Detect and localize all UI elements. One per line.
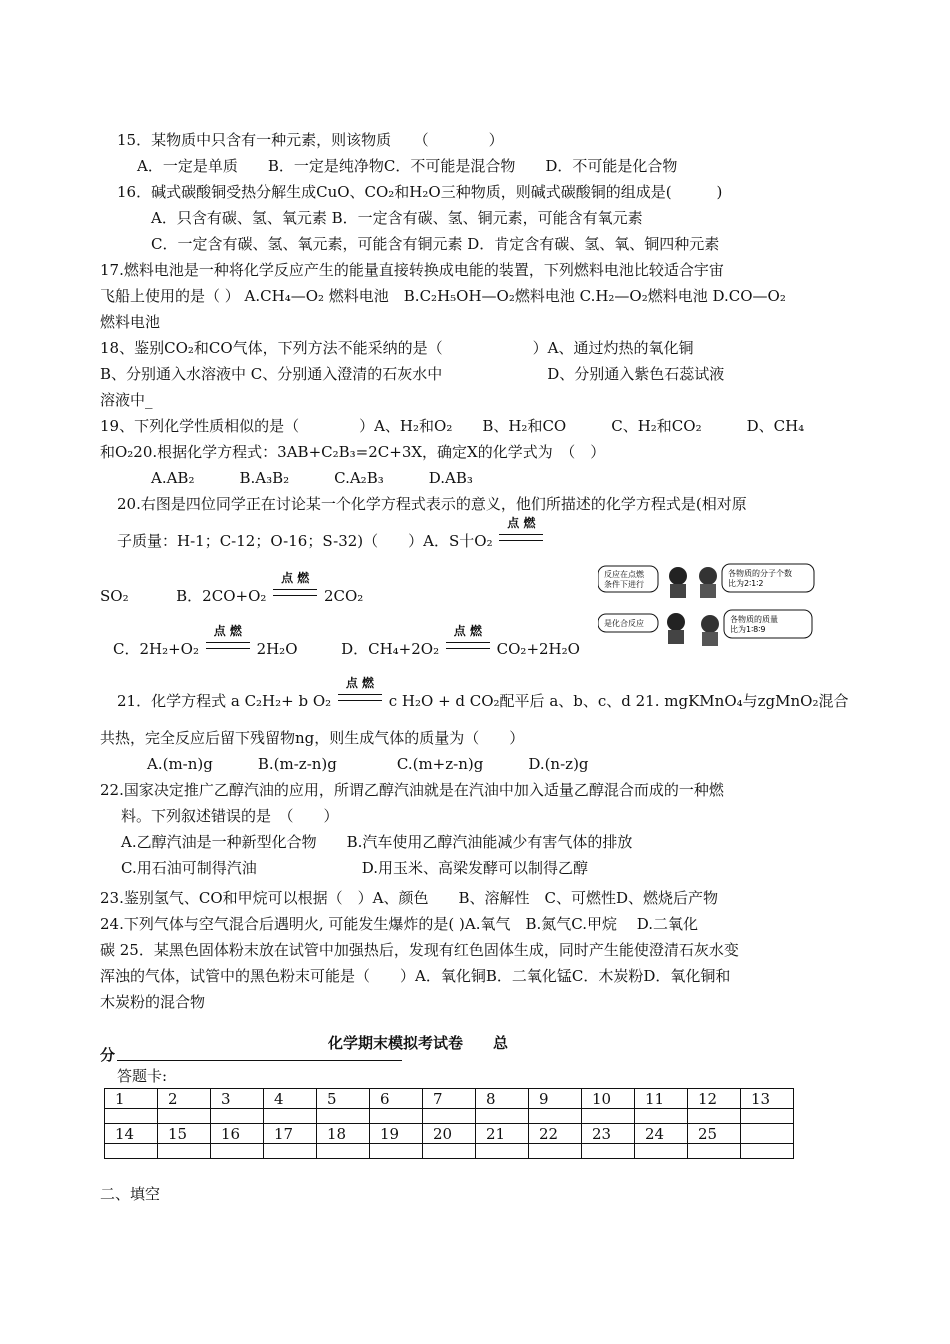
score-blank[interactable] — [117, 1060, 402, 1061]
card-header-cell: 18 — [317, 1124, 370, 1144]
q22-line1: 22.国家决定推广乙醇汽油的应用，所谓乙醇汽油就是在汽油中加入适量乙醇混合而成的一种燃 — [100, 781, 724, 799]
q18-line2: B、分别通入水溶液中 C、分别通入澄清的石灰水中 D、分别通入紫色石蕊试液 — [100, 365, 725, 383]
card-header-cell: 14 — [105, 1124, 158, 1144]
card-answer-cell[interactable] — [105, 1109, 158, 1124]
card-answer-cell[interactable] — [635, 1144, 688, 1159]
card-answer-cell[interactable] — [423, 1109, 476, 1124]
q17-line3: 燃料电池 — [100, 313, 161, 331]
card-header-cell: 21 — [476, 1124, 529, 1144]
card-header-cell: 20 — [423, 1124, 476, 1144]
answer-card-label: 答题卡: — [117, 1067, 168, 1085]
cartoon-bubble-2: 各物质的分子个数 比为2∶1∶2 — [728, 569, 792, 588]
card-answer-cell[interactable] — [688, 1109, 741, 1124]
card-header-cell: 24 — [635, 1124, 688, 1144]
discussion-cartoon — [598, 562, 830, 662]
card-header-cell: 2 — [158, 1089, 211, 1109]
q19-line2: 和O₂20.根据化学方程式：3AB+C₂B₃=2C+3X，确定X的化学式为 （ ） — [100, 443, 606, 461]
q20-line4: C．2H₂+O₂ 点 燃 2H₂O D．CH₄+2O₂ 点 燃 CO₂+2H₂O — [113, 624, 580, 658]
card-header-cell: 9 — [529, 1089, 582, 1109]
cartoon-bubble-4: 各物质的质量 比为1∶8∶9 — [730, 615, 778, 634]
card-answer-cell[interactable] — [529, 1144, 582, 1159]
card-header-cell: 17 — [264, 1124, 317, 1144]
card-header-cell: 23 — [582, 1124, 635, 1144]
q25-line3: 木炭粉的混合物 — [100, 993, 206, 1011]
card-header-cell: 12 — [688, 1089, 741, 1109]
reaction-arrow: 点 燃 — [206, 630, 250, 656]
card-header-cell: 5 — [317, 1089, 370, 1109]
q22-options-ab: A.乙醇汽油是一种新型化合物 B.汽车使用乙醇汽油能减少有害气体的排放 — [121, 833, 633, 851]
card-answer-cell[interactable] — [688, 1144, 741, 1159]
card-header-cell: 25 — [688, 1124, 741, 1144]
card-answer-cell[interactable] — [158, 1144, 211, 1159]
q25-line1: 碳 25．某黑色固体粉末放在试管中加强热后，发现有红色固体生成，同时产生能使澄清石灰水变 — [100, 941, 739, 959]
q20-line1: 20.右图是四位同学正在讨论某一个化学方程式表示的意义，他们所描述的化学方程式是(相对原 — [117, 495, 747, 513]
q23: 23.鉴别氢气、CO和甲烷可以根据（ ）A、颜色 B、溶解性 C、可燃性D、燃烧后产物 — [100, 889, 718, 907]
card-answer-cell[interactable] — [158, 1109, 211, 1124]
q18-line1: 18、鉴别CO₂和CO气体，下列方法不能采纳的是（ ）A、通过灼热的氧化铜 — [100, 339, 694, 357]
card-answer-cell[interactable] — [635, 1109, 688, 1124]
q15-stem: 15．某物质中只含有一种元素，则该物质 （ ） — [117, 131, 504, 149]
q16-options-ab: A．只含有碳、氢、氧元素 B．一定含有碳、氢、铜元素，可能含有氧元素 — [151, 209, 643, 227]
q15-options: A．一定是单质 B．一定是纯净物C．不可能是混合物 D．不可能是化合物 — [137, 157, 678, 175]
reaction-arrow: 点 燃 — [446, 630, 490, 656]
section-2-heading: 二、填空 — [100, 1185, 161, 1203]
q22-line2: 料。下列叙述错误的是 （ ） — [121, 807, 339, 825]
card-header-cell: 1 — [105, 1089, 158, 1109]
card-header-cell: 3 — [211, 1089, 264, 1109]
card-header-cell: 15 — [158, 1124, 211, 1144]
q19-options: A.AB₂ B.A₃B₂ C.A₂B₃ D.AB₃ — [151, 469, 473, 487]
q24-line1: 24.下列气体与空气混合后遇明火, 可能发生爆炸的是( )A.氧气 B.氮气C.甲烷 D.二氧化 — [100, 915, 698, 933]
card-header-cell: 19 — [370, 1124, 423, 1144]
card-header-cell: 4 — [264, 1089, 317, 1109]
card-answer-cell[interactable] — [476, 1144, 529, 1159]
cartoon-bubble-1: 反应在点燃 条件下进行 — [604, 570, 644, 589]
reaction-arrow: 点 燃 — [273, 577, 317, 603]
card-answer-cell[interactable] — [582, 1109, 635, 1124]
q19-line1: 19、下列化学性质相似的是（ ）A、H₂和O₂ B、H₂和CO C、H₂和CO₂ D、CH₄ — [100, 417, 805, 435]
q16-stem: 16．碱式碳酸铜受热分解生成CuO、CO₂和H₂O三种物质，则碱式碳酸铜的组成是( ) — [117, 183, 723, 201]
score-label: 分 — [100, 1046, 116, 1064]
card-answer-cell[interactable] — [529, 1109, 582, 1124]
q21-line2: 共热，完全反应后留下残留物ng，则生成气体的质量为（ ） — [100, 729, 525, 747]
reaction-arrow: 点 燃 — [499, 522, 543, 548]
card-header-cell: 11 — [635, 1089, 688, 1109]
exam-title: 化学期末模拟考试卷 总 — [328, 1034, 509, 1052]
card-header-cell: 7 — [423, 1089, 476, 1109]
q17-line2: 飞船上使用的是（ ） A.CH₄—O₂ 燃料电池 B.C₂H₅OH—O₂燃料电池 C.H₂—O₂燃料电池 D.CO—O₂ — [100, 287, 786, 305]
reaction-arrow: 点 燃 — [338, 682, 382, 708]
card-answer-cell[interactable] — [476, 1109, 529, 1124]
q20-line2: 子质量：H-1；C-12；O-16；S-32)（ ）A．S十O₂ 点 燃 — [117, 522, 545, 551]
q16-options-cd: C．一定含有碳、氢、氧元素，可能含有铜元素 D．肯定含有碳、氢、氧、铜四种元素 — [151, 235, 720, 253]
card-header-cell: 13 — [741, 1089, 794, 1109]
card-answer-cell[interactable] — [211, 1144, 264, 1159]
answer-card-table — [104, 1088, 794, 1159]
card-answer-cell[interactable] — [582, 1144, 635, 1159]
q21-line1: 21．化学方程式 a C₂H₂+ b O₂ 点 燃 c H₂O + d CO₂配平后 a、b、c、d 21. mgKMnO₄与zgMnO₂混合 — [117, 676, 849, 710]
card-answer-cell[interactable] — [741, 1144, 794, 1159]
card-answer-cell[interactable] — [423, 1144, 476, 1159]
card-answer-cell[interactable] — [370, 1144, 423, 1159]
card-header-cell: 10 — [582, 1089, 635, 1109]
card-answer-cell[interactable] — [264, 1109, 317, 1124]
card-answer-cell[interactable] — [211, 1109, 264, 1124]
q21-options: A.(m-n)g B.(m-z-n)g C.(m+z-n)g D.(n-z)g — [147, 755, 589, 773]
card-header-cell: 8 — [476, 1089, 529, 1109]
q18-line3: 溶液中_ — [100, 391, 153, 409]
cartoon-bubble-3: 是化合反应 — [604, 619, 644, 628]
q20-a-product: SO₂ — [100, 587, 129, 605]
card-header-cell — [741, 1124, 794, 1144]
card-answer-cell[interactable] — [370, 1109, 423, 1124]
card-answer-cell[interactable] — [741, 1109, 794, 1124]
card-header-cell: 16 — [211, 1124, 264, 1144]
q20-line3: SO₂ B．2CO+O₂ 点 燃 2CO₂ — [100, 571, 364, 605]
card-answer-cell[interactable] — [105, 1144, 158, 1159]
card-header-cell: 22 — [529, 1124, 582, 1144]
card-answer-cell[interactable] — [317, 1109, 370, 1124]
q22-options-cd: C.用石油可制得汽油 D.用玉米、高梁发酵可以制得乙醇 — [121, 859, 588, 877]
q17-line1: 17.燃料电池是一种将化学反应产生的能量直接转换成电能的装置，下列燃料电池比较适合宇宙 — [100, 261, 724, 279]
card-answer-cell[interactable] — [264, 1144, 317, 1159]
q25-line2: 浑浊的气体，试管中的黑色粉末可能是（ ）A．氧化铜B．二氧化锰C．木炭粉D．氧化铜和 — [100, 967, 731, 985]
card-answer-cell[interactable] — [317, 1144, 370, 1159]
card-header-cell: 6 — [370, 1089, 423, 1109]
